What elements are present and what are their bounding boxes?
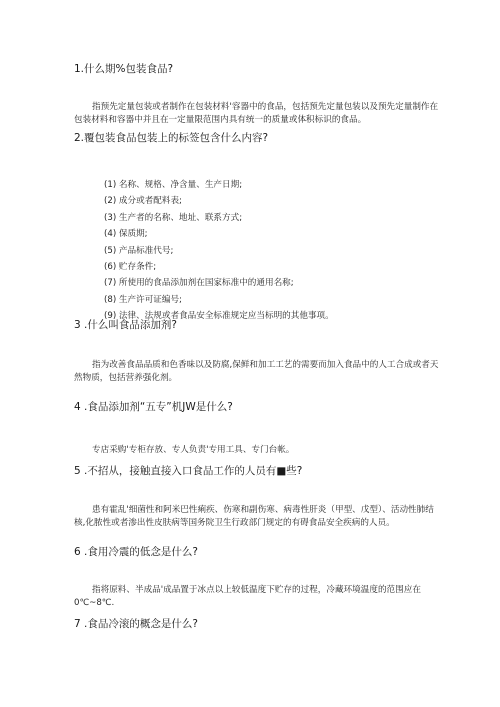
list-item: (3) 生产者的名称、地址、联系方式; <box>104 212 243 223</box>
question-6: 6 .食用冷震的低念是什么? <box>74 546 198 558</box>
question-2: 2.覆包装食品包装上的标签包含什么内容? <box>74 132 269 144</box>
question-1: 1.什么期%包装食品? <box>74 63 174 75</box>
list-item: (5) 产品标准代号; <box>104 245 174 256</box>
question-3: 3 .什么叫食品添加剂? <box>74 319 177 331</box>
question-4: 4 .食品添加剂“五专”机JW是什么? <box>74 401 233 413</box>
list-item: (9) 法律、法规或者食品安全标准规定应当标明的其他事项。 <box>104 311 334 322</box>
question-5: 5 .不招从，接触直接入口食品工作的人员有■些? <box>74 465 303 477</box>
list-item: (4) 保质期; <box>104 229 148 240</box>
list-item: (1) 名称、规格、净含量、生产日期; <box>104 180 243 190</box>
answer-4 <box>74 444 439 457</box>
list-item: (7) 所使用的食品添加剂在国家标准中的通用名称; <box>104 278 294 289</box>
question-7: 7 .食品冷滚的概念是什么? <box>74 618 198 630</box>
answer-4-text: 专店采购'专柜存放、专人负责'专用工具、专门台帐。 <box>92 445 295 455</box>
answer-1 <box>74 101 439 127</box>
list-item: (6) 贮存条件; <box>104 262 157 273</box>
list-item: (2) 成分或者配料表; <box>104 196 182 207</box>
answer-3-text: 指为改善食品品质和色香味以及防腐,保鲜和加工工艺的需要而加入食品中的人工合成或者天然物质，包括营养强化剂。 <box>74 360 439 383</box>
answer-5 <box>74 504 439 530</box>
answer-6 <box>74 584 439 610</box>
answer-3 <box>74 359 439 385</box>
answer-1-text: 指预先定量包装或者制作在包装材料'容器中的食品，包括预先定量包装以及预先定量制作在包装材料和容器中并且在一定量限范围内具有统一的质量或体积标识的食品。 <box>74 102 439 125</box>
label-items-list <box>104 177 444 325</box>
list-item: (8) 生产许可证编号; <box>104 294 182 305</box>
answer-5-text: 患有霍乱'细菌性和阿米巴性痢疾、伤寒和副伤寒、病毒性肝炎（甲型、戊型）、活动性肺结核,化脓性或者渗出性皮肤病等国务院卫生行政部门规定的有碍食品安全疾病的人员。 <box>74 505 434 528</box>
answer-6-text: 指将原料、半成品'成品置于冰点以上较低温度下贮存的过程，冷藏环境温度的范围应在0℃~8℃. <box>74 585 421 608</box>
